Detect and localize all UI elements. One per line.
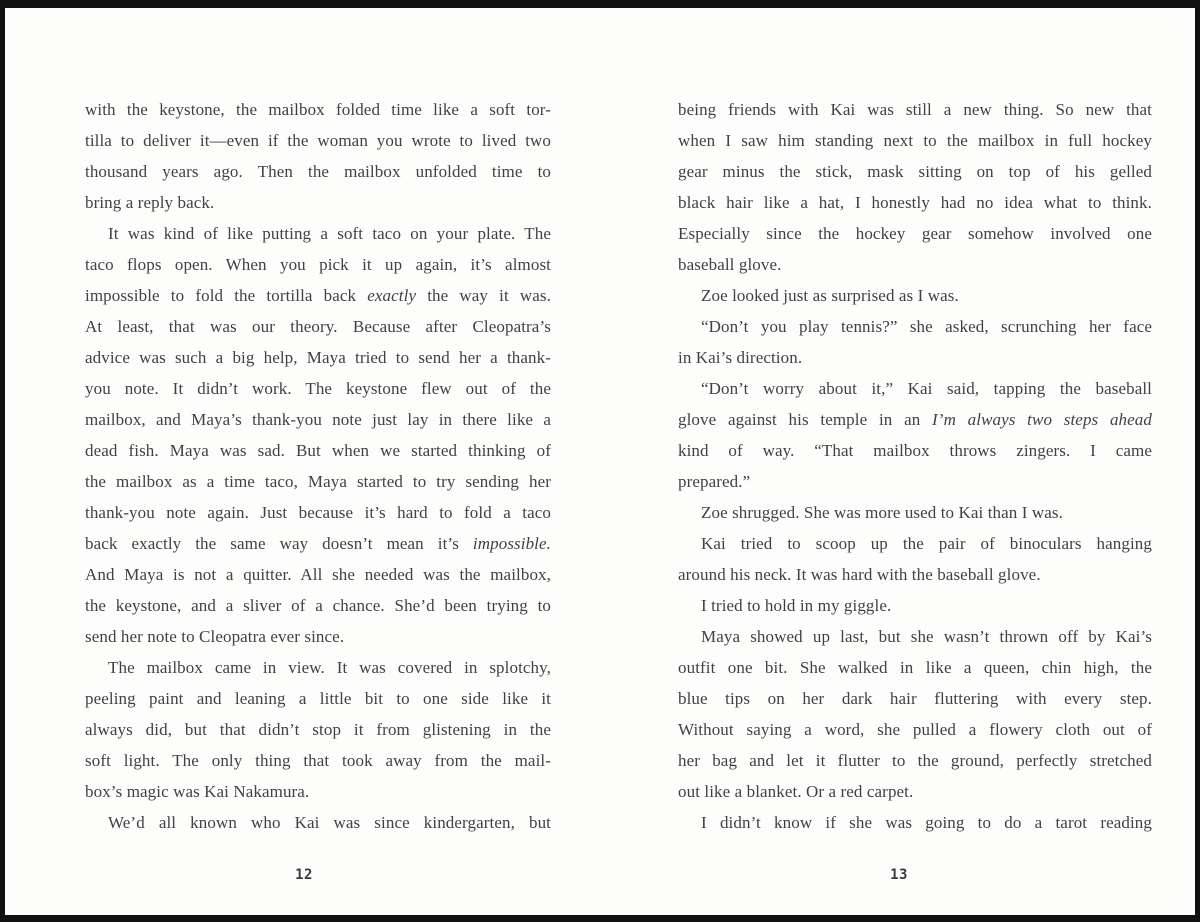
text-line [678,249,1152,280]
text-segment: thank-you note again. Just because it’s hard to fold a taco [85,503,551,522]
text-segment: in Kai’s direction. [678,348,803,367]
text-line [678,187,1152,218]
text-line [678,125,1152,156]
text-segment: The mailbox came in view. It was covered in splotchy, [108,658,551,677]
italic-text-segment: exactly [367,286,417,305]
text-line [85,714,551,745]
text-segment: the way it was. [416,286,551,305]
text-segment: And Maya is not a quitter. All she needed was the mailbox, [85,565,551,584]
text-line [678,621,1152,652]
text-line [85,590,551,621]
text-line [85,497,551,528]
text-line [678,94,1152,125]
text-segment: We’d all known who Kai was since kindergarten, but [108,813,551,832]
text-line [678,559,1152,590]
text-line [678,404,1152,435]
text-segment: “Don’t worry about it,” Kai said, tapping the baseball [701,379,1152,398]
text-segment: the keystone, and a sliver of a chance. She’d been trying to [85,596,551,615]
text-segment: advice was such a big help, Maya tried to send her a thank- [85,348,551,367]
italic-text-segment: I’m always two steps ahead [932,410,1152,429]
text-line [678,280,1152,311]
text-line [678,497,1152,528]
text-segment: back exactly the same way doesn’t mean it’s [85,534,473,553]
text-segment: glove against his temple in an [678,410,933,429]
left-page [85,94,551,838]
text-segment: mailbox, and Maya’s thank-you note just lay in there like a [85,410,551,429]
text-line [678,652,1152,683]
text-line [678,156,1152,187]
text-line [85,156,551,187]
text-segment: kind of way. “That mailbox throws zingers. I came [678,441,1152,460]
text-line [678,807,1152,838]
text-segment: baseball glove. [678,255,782,274]
right-page [678,94,1152,838]
text-segment: dead fish. Maya was sad. But when we started thinking of [85,441,551,460]
right-page-text-block [678,94,1152,838]
text-segment: It was kind of like putting a soft taco on your plate. The [108,224,551,243]
text-segment: peeling paint and leaning a little bit to one side like it [85,689,551,708]
text-line [85,342,551,373]
page-number-left: 12 [295,867,313,883]
text-line [85,621,551,652]
text-segment: box’s magic was Kai Nakamura. [85,782,310,801]
text-segment: Kai tried to scoop up the pair of binoculars hanging [701,534,1152,553]
text-line [678,683,1152,714]
text-line [85,683,551,714]
text-segment: Without saying a word, she pulled a flowery cloth out of [678,720,1152,739]
text-line [85,218,551,249]
text-line [85,249,551,280]
text-line [85,528,551,559]
text-line [678,776,1152,807]
text-segment: I tried to hold in my giggle. [701,596,892,615]
text-line [678,466,1152,497]
page-number-right: 13 [890,867,908,883]
left-page-footer [5,866,603,888]
text-line [678,373,1152,404]
text-segment: Especially since the hockey gear somehow involved one [678,224,1152,243]
text-segment: her bag and let it flutter to the ground, perfectly stretched [678,751,1152,770]
text-line [85,187,551,218]
text-line [85,373,551,404]
text-segment: “Don’t you play tennis?” she asked, scrunching her face [701,317,1152,336]
book-spread [5,8,1195,915]
text-segment: bring a reply back. [85,193,215,212]
text-line [678,342,1152,373]
text-segment: send her note to Cleopatra ever since. [85,627,345,646]
text-segment: blue tips on her dark hair fluttering with every step. [678,689,1152,708]
text-line [85,559,551,590]
text-line [85,807,551,838]
text-segment: when I saw him standing next to the mailbox in full hockey [678,131,1152,150]
text-line [678,528,1152,559]
text-segment: impossible to fold the tortilla back [85,286,368,305]
text-segment: always did, but that didn’t stop it from glistening in the [85,720,551,739]
text-line [85,311,551,342]
text-line [85,466,551,497]
text-line [85,125,551,156]
text-segment: thousand years ago. Then the mailbox unfolded time to [85,162,551,181]
text-line [678,435,1152,466]
text-segment: being friends with Kai was still a new thing. So new that [678,100,1152,119]
text-segment: around his neck. It was hard with the baseball glove. [678,565,1041,584]
text-line [85,745,551,776]
text-segment: taco flops open. When you pick it up again, it’s almost [85,255,551,274]
text-segment: the mailbox as a time taco, Maya started to try sending her [85,472,551,491]
text-segment: gear minus the stick, mask sitting on top of his gelled [678,162,1152,181]
text-line [678,218,1152,249]
text-segment: soft light. The only thing that took away from the mail- [85,751,551,770]
right-page-footer [603,866,1195,888]
italic-text-segment: impossible. [472,534,551,553]
text-line [678,311,1152,342]
text-segment: At least, that was our theory. Because after Cleopatra’s [85,317,551,336]
text-line [85,404,551,435]
text-segment: with the keystone, the mailbox folded time like a soft tor- [85,100,551,119]
text-line [85,776,551,807]
text-segment: black hair like a hat, I honestly had no idea what to think. [678,193,1152,212]
text-line [85,652,551,683]
text-line [678,714,1152,745]
left-page-text-block [85,94,551,838]
text-line [678,745,1152,776]
text-line [85,94,551,125]
text-segment: I didn’t know if she was going to do a tarot reading [701,813,1152,832]
text-segment: you note. It didn’t work. The keystone flew out of the [85,379,551,398]
text-line [678,590,1152,621]
text-segment: prepared.” [678,472,751,491]
text-segment: Zoe looked just as surprised as I was. [701,286,959,305]
text-segment: Zoe shrugged. She was more used to Kai than I was. [701,503,1063,522]
text-line [85,280,551,311]
text-segment: tilla to deliver it—even if the woman you wrote to lived two [85,131,551,150]
text-segment: out like a blanket. Or a red carpet. [678,782,914,801]
text-segment: outfit one bit. She walked in like a queen, chin high, the [678,658,1152,677]
text-segment: Maya showed up last, but she wasn’t thrown off by Kai’s [701,627,1152,646]
text-line [85,435,551,466]
